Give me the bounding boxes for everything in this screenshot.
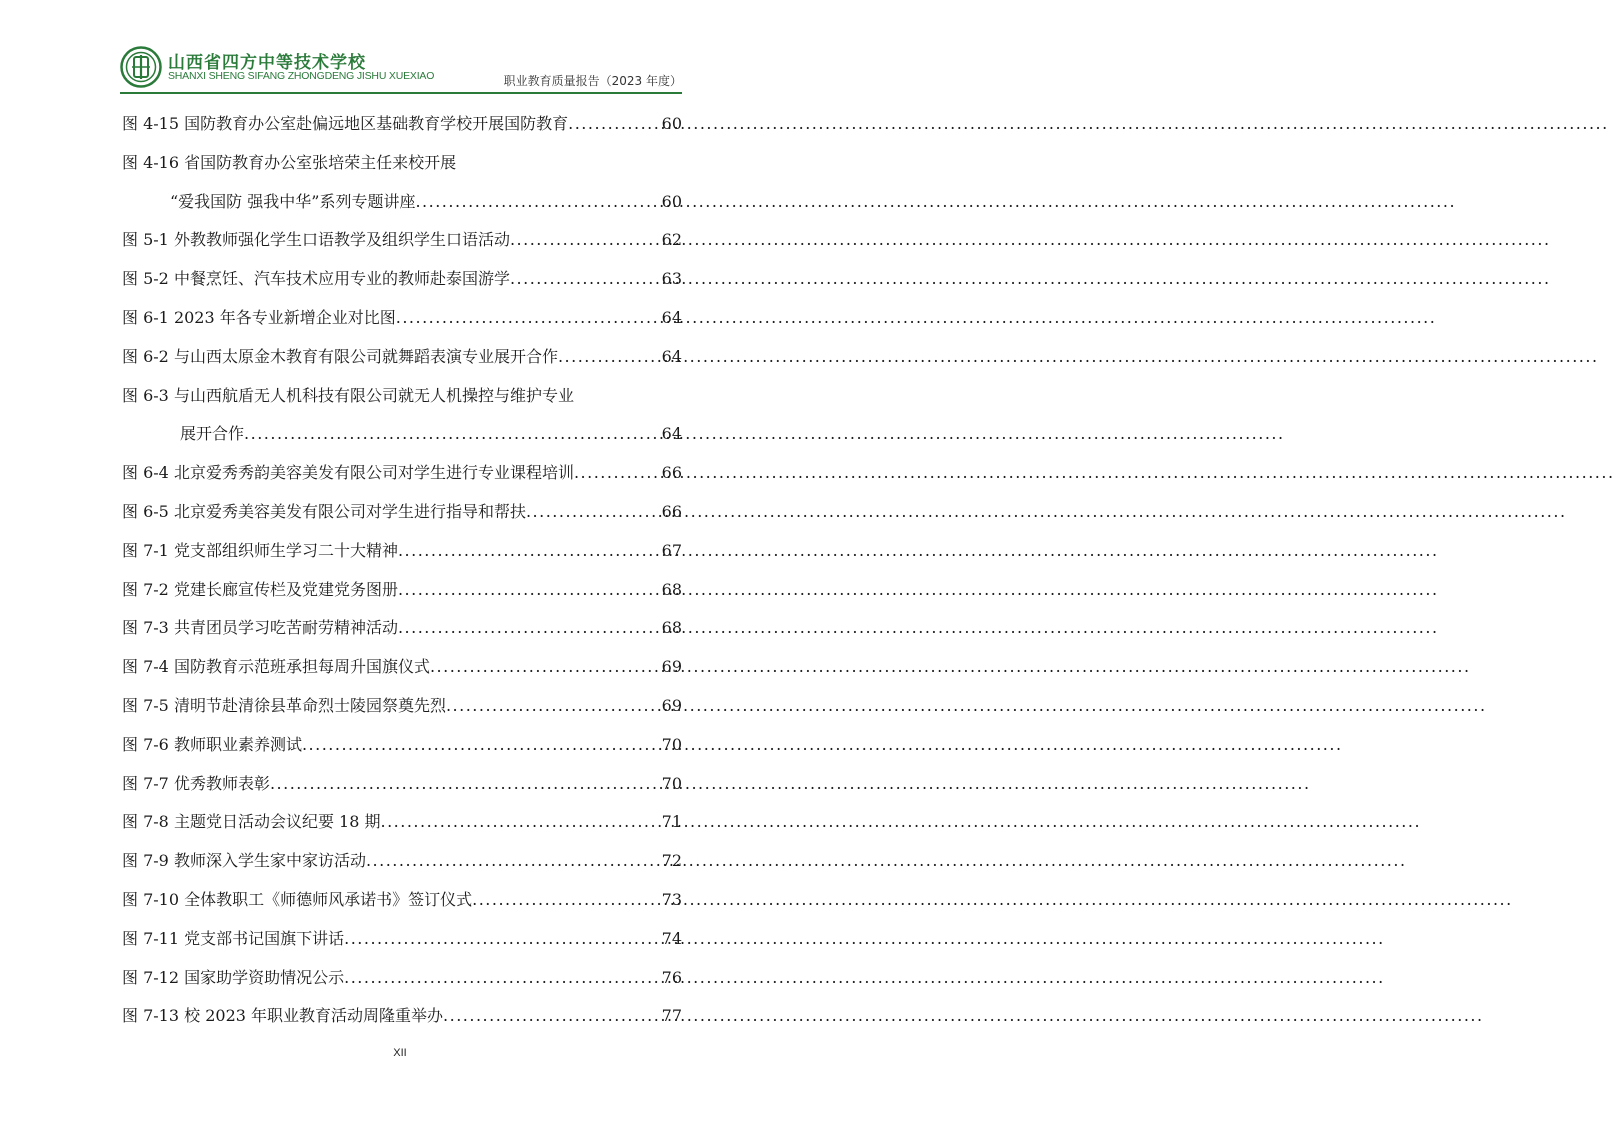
toc-entry-page: 66 (661, 501, 682, 521)
header-divider (120, 92, 682, 94)
toc-dot-leader (574, 454, 660, 493)
toc-entry[interactable] (122, 144, 682, 183)
toc-entry-title: 图 7-5 清明节赴清徐县革命烈士陵园祭奠先烈 (122, 695, 446, 715)
toc-entry[interactable] (122, 260, 682, 299)
toc-entry-page: 66 (661, 463, 682, 483)
toc-entry-page: 74 (661, 928, 682, 948)
toc-dot-leader (526, 493, 660, 532)
toc-entry-title: 图 6-3 与山西航盾无人机科技有限公司就无人机操控与维护专业 (122, 385, 574, 405)
toc-entry-page: 62 (661, 230, 682, 250)
toc-entry[interactable] (122, 842, 682, 881)
toc-dot-leader (398, 571, 660, 610)
toc-entry-title: 图 5-1 外教教师强化学生口语教学及组织学生口语活动 (122, 230, 510, 250)
toc-entry-page: 69 (661, 695, 682, 715)
toc-entry[interactable] (122, 726, 682, 765)
toc-entry-page: 76 (661, 967, 682, 987)
toc-entry[interactable] (122, 493, 682, 532)
toc-entry[interactable] (122, 221, 682, 260)
toc-entry[interactable] (122, 609, 682, 648)
school-name-cn: 山西省四方中等技术学校 (168, 53, 366, 73)
toc-entry-title: 图 7-9 教师深入学生家中家访活动 (122, 851, 366, 871)
toc-entry-title: 图 6-5 北京爱秀美容美发有限公司对学生进行指导和帮扶 (122, 501, 526, 521)
toc-entry[interactable] (122, 105, 682, 144)
toc-entry-page: 64 (661, 424, 682, 444)
toc-entry-page: 72 (661, 851, 682, 871)
toc-dot-leader (446, 687, 660, 726)
toc-entry[interactable] (122, 532, 682, 571)
toc-entry[interactable] (122, 648, 682, 687)
toc-entry[interactable] (122, 920, 682, 959)
toc-dot-leader (415, 183, 659, 222)
toc-dot-leader (510, 221, 660, 260)
toc-entry-page: 71 (661, 812, 682, 832)
toc-dot-leader (510, 260, 660, 299)
toc-entry-continuation[interactable] (122, 415, 682, 454)
toc-entry-title: 图 7-8 主题党日活动会议纪要 18 期 (122, 812, 381, 832)
school-emblem-icon (120, 46, 162, 88)
toc-entry-title: 图 7-3 共青团员学习吃苦耐劳精神活动 (122, 618, 398, 638)
toc-entry-title: “爱我国防 强我中华”系列专题讲座 (170, 191, 416, 211)
toc-dot-leader (443, 997, 660, 1036)
toc-dot-leader (270, 765, 660, 804)
toc-entry-page: 70 (661, 734, 682, 754)
toc-dot-leader (396, 299, 660, 338)
toc-entry[interactable] (122, 571, 682, 610)
toc-entry[interactable] (122, 997, 682, 1036)
toc-entry-title: 图 7-11 党支部书记国旗下讲话 (122, 928, 345, 948)
report-title: 职业教育质量报告（2023 年度） (503, 74, 682, 88)
toc-entry-title: 图 7-2 党建长廊宣传栏及党建党务图册 (122, 579, 398, 599)
toc-entry-page: 73 (661, 889, 682, 909)
toc-entry-page: 64 (661, 307, 682, 327)
toc-entry-title: 图 7-7 优秀教师表彰 (122, 773, 270, 793)
toc-entry-page: 60 (661, 114, 682, 133)
toc-entry-continuation[interactable] (122, 183, 682, 222)
toc-dot-leader (244, 415, 660, 454)
toc-dot-leader (430, 648, 660, 687)
page-header (120, 46, 682, 90)
toc-entry-title: 图 4-15 国防教育办公室赴偏远地区基础教育学校开展国防教育 (122, 114, 569, 133)
toc-dot-leader (398, 532, 660, 571)
toc-dot-leader (472, 881, 660, 920)
toc-dot-leader (380, 803, 659, 842)
toc-entry[interactable] (122, 959, 682, 998)
toc-entry[interactable] (122, 299, 682, 338)
toc-entry-page: 68 (661, 579, 682, 599)
toc-entry-title: 图 7-4 国防教育示范班承担每周升国旗仪式 (122, 657, 430, 677)
toc-dot-leader (568, 105, 660, 144)
toc-dot-leader (558, 338, 660, 377)
toc-entry-page: 70 (661, 773, 682, 793)
toc-entry-title: 图 7-13 校 2023 年职业教育活动周隆重举办 (122, 1006, 444, 1026)
toc-entry[interactable] (122, 338, 682, 377)
toc-entry[interactable] (122, 881, 682, 920)
toc-entry-page: 77 (661, 1006, 682, 1026)
toc-entry-title: 图 7-12 国家助学资助情况公示 (122, 967, 345, 987)
toc-entry-title: 图 6-2 与山西太原金木教育有限公司就舞蹈表演专业展开合作 (122, 346, 558, 366)
toc-dot-leader (344, 920, 660, 959)
toc-entry-page: 69 (661, 657, 682, 677)
figure-list (122, 105, 682, 1036)
toc-dot-leader (366, 842, 660, 881)
toc-entry-title: 图 6-4 北京爱秀秀韵美容美发有限公司对学生进行专业课程培训 (122, 463, 574, 483)
page-number: XII (393, 1047, 407, 1059)
school-name-en: SHANXI SHENG SIFANG ZHONGDENG JISHU XUEXIAO (168, 70, 435, 82)
toc-entry-page: 67 (661, 540, 682, 560)
toc-entry[interactable] (122, 803, 682, 842)
toc-dot-leader (302, 726, 660, 765)
toc-entry[interactable] (122, 454, 682, 493)
toc-dot-leader (398, 609, 660, 648)
toc-entry-title: 图 4-16 省国防教育办公室张培荣主任来校开展 (122, 152, 457, 172)
toc-dot-leader (344, 959, 660, 998)
toc-entry-page: 68 (661, 618, 682, 638)
toc-entry-page: 63 (661, 269, 682, 289)
toc-entry-title: 图 5-2 中餐烹饪、汽车技术应用专业的教师赴泰国游学 (122, 269, 510, 289)
toc-entry-title: 图 7-1 党支部组织师生学习二十大精神 (122, 540, 398, 560)
toc-entry[interactable] (122, 765, 682, 804)
toc-entry-title: 图 7-10 全体教职工《师德师风承诺书》签订仪式 (122, 889, 473, 909)
toc-entry-page: 60 (661, 191, 682, 211)
toc-entry[interactable] (122, 377, 682, 416)
toc-entry-title: 展开合作 (180, 424, 245, 444)
toc-entry-title: 图 7-6 教师职业素养测试 (122, 734, 302, 754)
toc-entry-page: 64 (661, 346, 682, 366)
toc-entry[interactable] (122, 687, 682, 726)
toc-entry-title: 图 6-1 2023 年各专业新增企业对比图 (122, 307, 396, 327)
